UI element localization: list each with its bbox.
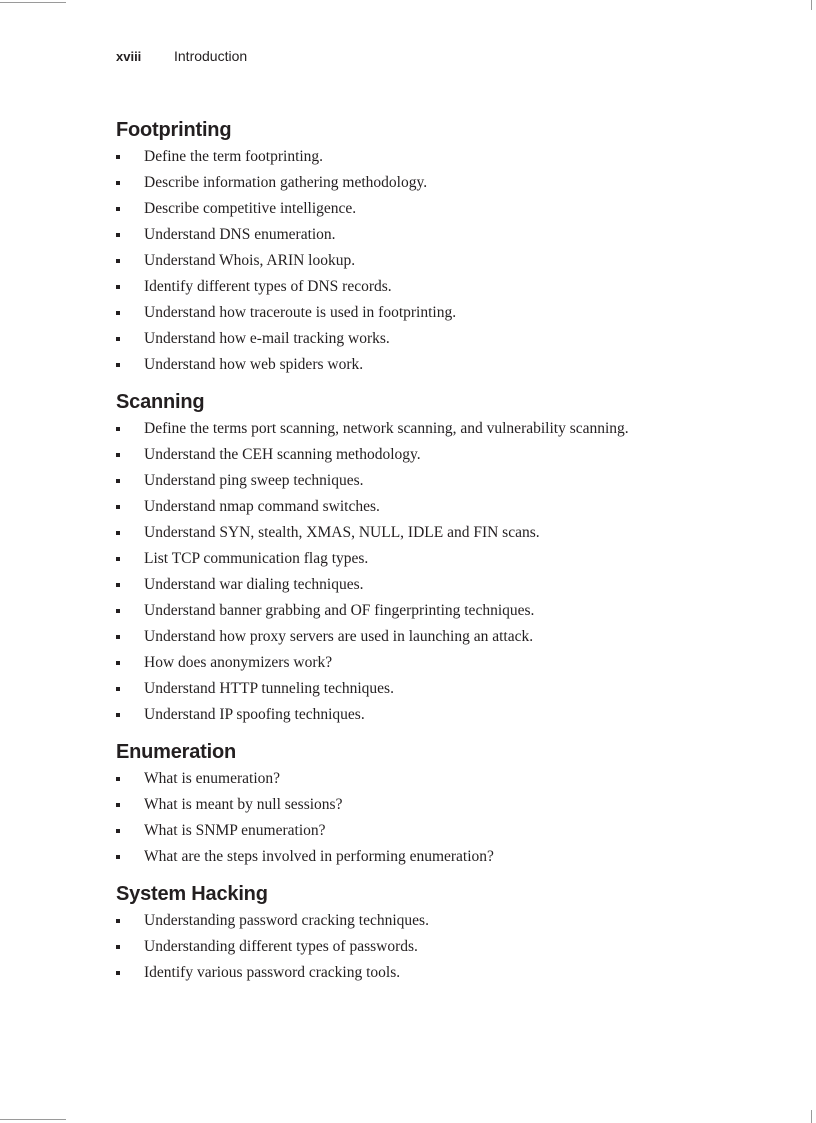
list-item: Describe information gathering methodology. bbox=[116, 170, 756, 196]
bullet-icon bbox=[116, 635, 120, 639]
list-item: Understand ping sweep techniques. bbox=[116, 468, 756, 494]
bullet-icon bbox=[116, 661, 120, 665]
list-item: What are the steps involved in performing enumeration? bbox=[116, 844, 756, 870]
list-item: Understand the CEH scanning methodology. bbox=[116, 442, 756, 468]
list-item: How does anonymizers work? bbox=[116, 650, 756, 676]
list-item: Understand IP spoofing techniques. bbox=[116, 702, 756, 728]
bullet-icon bbox=[116, 855, 120, 859]
section-footprinting bbox=[116, 116, 756, 378]
list-item: Understand HTTP tunneling techniques. bbox=[116, 676, 756, 702]
bullet-icon bbox=[116, 557, 120, 561]
bullet-icon bbox=[116, 479, 120, 483]
list-item: Describe competitive intelligence. bbox=[116, 196, 756, 222]
list-item: Understand Whois, ARIN lookup. bbox=[116, 248, 756, 274]
bullet-icon bbox=[116, 337, 120, 341]
list-item: Understand how traceroute is used in footprinting. bbox=[116, 300, 756, 326]
section-heading: Enumeration bbox=[116, 741, 237, 763]
bullet-icon bbox=[116, 971, 120, 975]
crop-mark-top-left bbox=[0, 2, 66, 3]
list-item: List TCP communication flag types. bbox=[116, 546, 756, 572]
crop-mark-bottom-left bbox=[0, 1119, 66, 1120]
bullet-icon bbox=[116, 181, 120, 185]
list-item: Understand how e-mail tracking works. bbox=[116, 326, 756, 352]
objective-list bbox=[116, 766, 756, 870]
bullet-icon bbox=[116, 609, 120, 613]
bullet-icon bbox=[116, 803, 120, 807]
bullet-icon bbox=[116, 687, 120, 691]
list-item: What is SNMP enumeration? bbox=[116, 818, 756, 844]
bullet-icon bbox=[116, 945, 120, 949]
list-item: What is meant by null sessions? bbox=[116, 792, 756, 818]
section-heading: Scanning bbox=[116, 391, 205, 413]
objective-list bbox=[116, 144, 756, 378]
bullet-icon bbox=[116, 259, 120, 263]
bullet-icon bbox=[116, 363, 120, 367]
bullet-icon bbox=[116, 233, 120, 237]
section-heading: System Hacking bbox=[116, 883, 268, 905]
list-item: Understand SYN, stealth, XMAS, NULL, IDLE and FIN scans. bbox=[116, 520, 756, 546]
crop-mark-top-right bbox=[811, 0, 812, 10]
bullet-icon bbox=[116, 505, 120, 509]
bullet-icon bbox=[116, 155, 120, 159]
objective-list bbox=[116, 908, 756, 986]
page-body bbox=[116, 116, 756, 986]
section-heading: Footprinting bbox=[116, 119, 232, 141]
running-head-title: Introduction bbox=[174, 48, 248, 64]
list-item: Understand DNS enumeration. bbox=[116, 222, 756, 248]
bullet-icon bbox=[116, 427, 120, 431]
section-scanning bbox=[116, 388, 756, 728]
list-item: Define the terms port scanning, network scanning, and vulnerability scanning. bbox=[116, 416, 756, 442]
page-number: xviii bbox=[116, 49, 142, 64]
section-system-hacking bbox=[116, 880, 756, 986]
list-item: Understand nmap command switches. bbox=[116, 494, 756, 520]
list-item: Understanding password cracking techniques. bbox=[116, 908, 756, 934]
list-item: Identify various password cracking tools. bbox=[116, 960, 756, 986]
running-head bbox=[116, 47, 247, 66]
bullet-icon bbox=[116, 285, 120, 289]
list-item: Understand banner grabbing and OF fingerprinting techniques. bbox=[116, 598, 756, 624]
bullet-icon bbox=[116, 531, 120, 535]
crop-mark-bottom-right bbox=[811, 1110, 812, 1123]
list-item: Understand how proxy servers are used in launching an attack. bbox=[116, 624, 756, 650]
bullet-icon bbox=[116, 777, 120, 781]
bullet-icon bbox=[116, 829, 120, 833]
list-item: What is enumeration? bbox=[116, 766, 756, 792]
list-item: Define the term footprinting. bbox=[116, 144, 756, 170]
bullet-icon bbox=[116, 453, 120, 457]
list-item: Understanding different types of passwords. bbox=[116, 934, 756, 960]
section-enumeration bbox=[116, 738, 756, 870]
list-item: Identify different types of DNS records. bbox=[116, 274, 756, 300]
bullet-icon bbox=[116, 207, 120, 211]
objective-list bbox=[116, 416, 756, 728]
bullet-icon bbox=[116, 713, 120, 717]
list-item: Understand war dialing techniques. bbox=[116, 572, 756, 598]
bullet-icon bbox=[116, 583, 120, 587]
bullet-icon bbox=[116, 311, 120, 315]
list-item: Understand how web spiders work. bbox=[116, 352, 756, 378]
bullet-icon bbox=[116, 919, 120, 923]
